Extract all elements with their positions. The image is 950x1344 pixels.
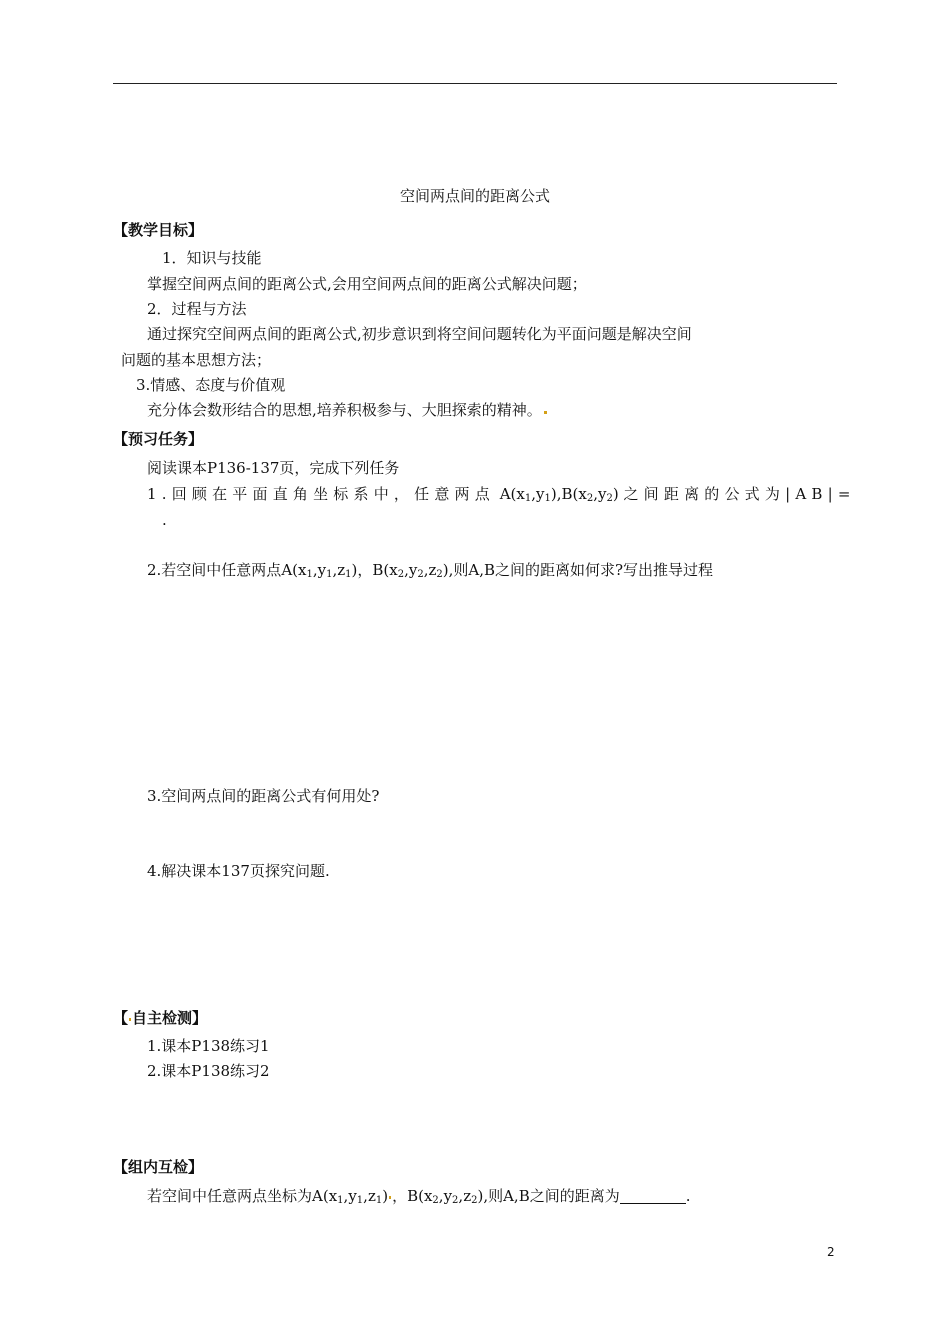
self-check-item-1: 1.课本P138练习1	[147, 1037, 270, 1055]
group-check-end: .	[685, 1187, 691, 1205]
self-check-heading-open: 【	[113, 1009, 129, 1027]
group-check-points: $A(x_1,y_1,z_1)$ ，$B(x_2,y_2,z_2)$	[312, 1187, 484, 1206]
goal-2-text-a: 通过探究空间两点间的距离公式,初步意识到将空间问题转化为平面问题是解决空间	[147, 325, 692, 343]
group-check-pre: 若空间中任意两点坐标为	[147, 1187, 313, 1205]
mark-dot-icon	[544, 411, 547, 414]
page-title: 空间两点间的距离公式	[399, 187, 550, 205]
goal-3-text: 充分体会数形结合的思想,培养积极参与、大胆探索的精神。	[147, 401, 542, 419]
header-rule	[113, 83, 837, 84]
q2-pre: 2.若空间中任意两点	[147, 561, 282, 579]
preview-q2	[147, 560, 713, 580]
goal-2-title: 2．过程与方法	[147, 300, 247, 318]
q2-points: $A(x_1,y_1,z_1)$，$B(x_2,y_2,z_2)$	[281, 561, 449, 580]
goal-1-title: 1．知识与技能	[162, 249, 262, 267]
self-check-heading	[113, 1008, 207, 1028]
q1-text: 1.回顾在平面直角坐标系中，任意两点	[147, 485, 495, 503]
q2-post: ,则A,B之间的距离如何求?写出推导过程	[448, 561, 714, 579]
preview-q1	[147, 484, 856, 504]
group-check-text	[147, 1186, 691, 1206]
self-check-heading-text: 自主检测】	[132, 1009, 208, 1027]
mark-dot-icon	[129, 1018, 131, 1021]
group-check-post: ,则A,B之间的距离为	[483, 1187, 620, 1205]
goal-1-text: 掌握空间两点间的距离公式,会用空间两点间的距离公式解决问题；	[147, 275, 587, 293]
preview-heading: 【预习任务】	[113, 430, 204, 448]
preview-q4: 4.解决课本137页探究问题.	[147, 862, 330, 880]
goal-3-title: 3.情感、态度与价值观	[136, 376, 286, 394]
preview-intro: 阅读课本P136-137页，完成下列任务	[147, 459, 400, 477]
self-check-item-2: 2.课本P138练习2	[147, 1062, 270, 1080]
page-number: 2	[827, 1245, 835, 1259]
q1-formula: $A(x_1,y_1),B(x_2,y_2)$	[499, 485, 619, 504]
goal-3-text-line	[147, 400, 547, 420]
q1-end: .	[162, 511, 167, 529]
q1-tail: 之间距离的公式为|AB|=	[623, 485, 856, 503]
goal-2-text-b: 问题的基本思想方法；	[121, 351, 272, 369]
preview-q3: 3.空间两点间的距离公式有何用处?	[147, 787, 380, 805]
answer-blank[interactable]	[620, 1189, 686, 1204]
mark-dot-icon	[389, 1196, 391, 1199]
goals-heading: 【教学目标】	[113, 221, 204, 239]
group-check-heading: 【组内互检】	[113, 1158, 204, 1176]
